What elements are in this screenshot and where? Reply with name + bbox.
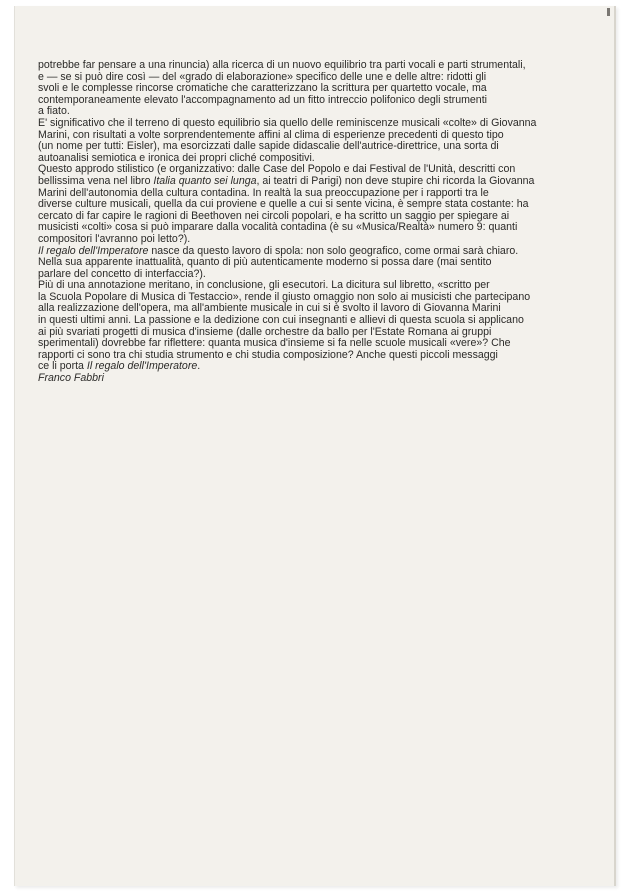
text-run: svoli e le complesse rincorse cromatiche che caratterizzano la scrittura per quartetto vocale, ma: [38, 82, 487, 95]
text-run: cercato di far capire le ragioni di Beethoven nei circoli popolari, e ha scritto un saggio per spiegare ai: [38, 209, 510, 222]
text-run: e — se si può dire così — del «grado di elaborazione» specifico delle une e delle altre: ridotti gli: [38, 70, 487, 83]
text-run: Più di una annotazione meritano, in conclusione, gli esecutori. La dicitura sul libretto, «scritto per: [38, 279, 490, 292]
text-run: potrebbe far pensare a una rinuncia) alla ricerca di un nuovo equilibrio tra parti vocali e parti strumentali,: [38, 59, 526, 71]
italic-text: Il regalo dell'Imperatore: [38, 244, 149, 257]
text-run: , ai teatri di Parigi) non deve stupire chi ricorda la Giovanna: [256, 174, 535, 187]
text-line: [38, 361, 594, 373]
italic-text: Italia quanto sei lunga: [153, 174, 257, 187]
italic-text: Franco Fabbri: [38, 372, 104, 385]
text-run: rapporti ci sono tra chi studia strumento e chi studia composizione? Anche questi piccoli messaggi: [38, 348, 498, 361]
text-run: bellissima vena nel libro: [38, 174, 154, 187]
text-run: Marini, con risultati a volte sorprendentemente affini al clima di esperienze precedenti di questo tipo: [38, 128, 504, 141]
text-run: autoanalisi semiotica e ironica dei propri cliché compositivi.: [38, 151, 315, 164]
text-run: .: [197, 360, 201, 373]
text-run: contemporaneamente elevato l'accompagnamento ad un fitto intreccio polifonico degli strumenti: [38, 93, 487, 106]
text-run: sperimentali) dovrebbe far riflettere: quanta musica d'insieme si fa nelle scuole musicali «vere»? Che: [38, 337, 511, 350]
text-run: ce li porta: [38, 360, 87, 373]
text-run: la Scuola Popolare di Musica di Testaccio», rende il giusto omaggio non solo ai musicisti che partecipano: [38, 290, 531, 303]
text-run: nasce da questo lavoro di spola: non solo geografico, come ormai sarà chiaro.: [148, 244, 519, 257]
text-run: in questi ultimi anni. La passione e la dedizione con cui insegnanti e allievi di questa scuola si applicano: [38, 314, 524, 327]
text-run: Marini dell'autonomia della cultura contadina. In realtà la sua preoccupazione per i rapporti tra le: [38, 186, 489, 199]
text-line: [38, 373, 594, 385]
corner-mark: [607, 8, 610, 16]
article-text: [38, 60, 594, 385]
text-run: a fiato.: [38, 105, 70, 118]
text-run: Nella sua apparente inattualità, quanto di più autenticamente moderno si possa dare (mai sentito: [38, 256, 492, 269]
page-left-edge: [14, 6, 15, 886]
text-run: compositori l'avranno poi letto?).: [38, 232, 191, 245]
text-run: (un nome per tutti: Eisler), ma esorcizzati dalle sapide didascalie dell'autrice-direttrice, una sorta di: [38, 140, 499, 153]
italic-text: Il regalo dell'Imperatore: [86, 360, 198, 373]
text-run: Questo approdo stilistico (e organizzativo: dalle Case del Popolo e dai Festival de l'Unità, descritti con: [38, 163, 516, 176]
text-run: E' significativo che il terreno di questo equilibrio sia quello delle reminiscenze musicali «colte» di Giovanna: [38, 116, 537, 129]
text-run: ai più svariati progetti di musica d'insieme (dalle orchestre da ballo per l'Estate Romana ai gruppi: [38, 325, 492, 338]
text-run: alla realizzazione dell'opera, ma all'ambiente musicale in cui si è svolto il lavoro di Giovanna Marini: [38, 302, 501, 315]
text-line: [38, 95, 594, 107]
text-run: parlare del concetto di interfaccia?).: [38, 267, 206, 280]
text-run: diverse culture musicali, quella da cui proviene e quelle a cui si sente vicina, è sempre stata costante: ha: [38, 198, 529, 211]
text-run: musicisti «colti» cosa si può imparare dalla vocalità contadina (è su «Musica/Realtà» numero 9: quanti: [38, 221, 518, 234]
